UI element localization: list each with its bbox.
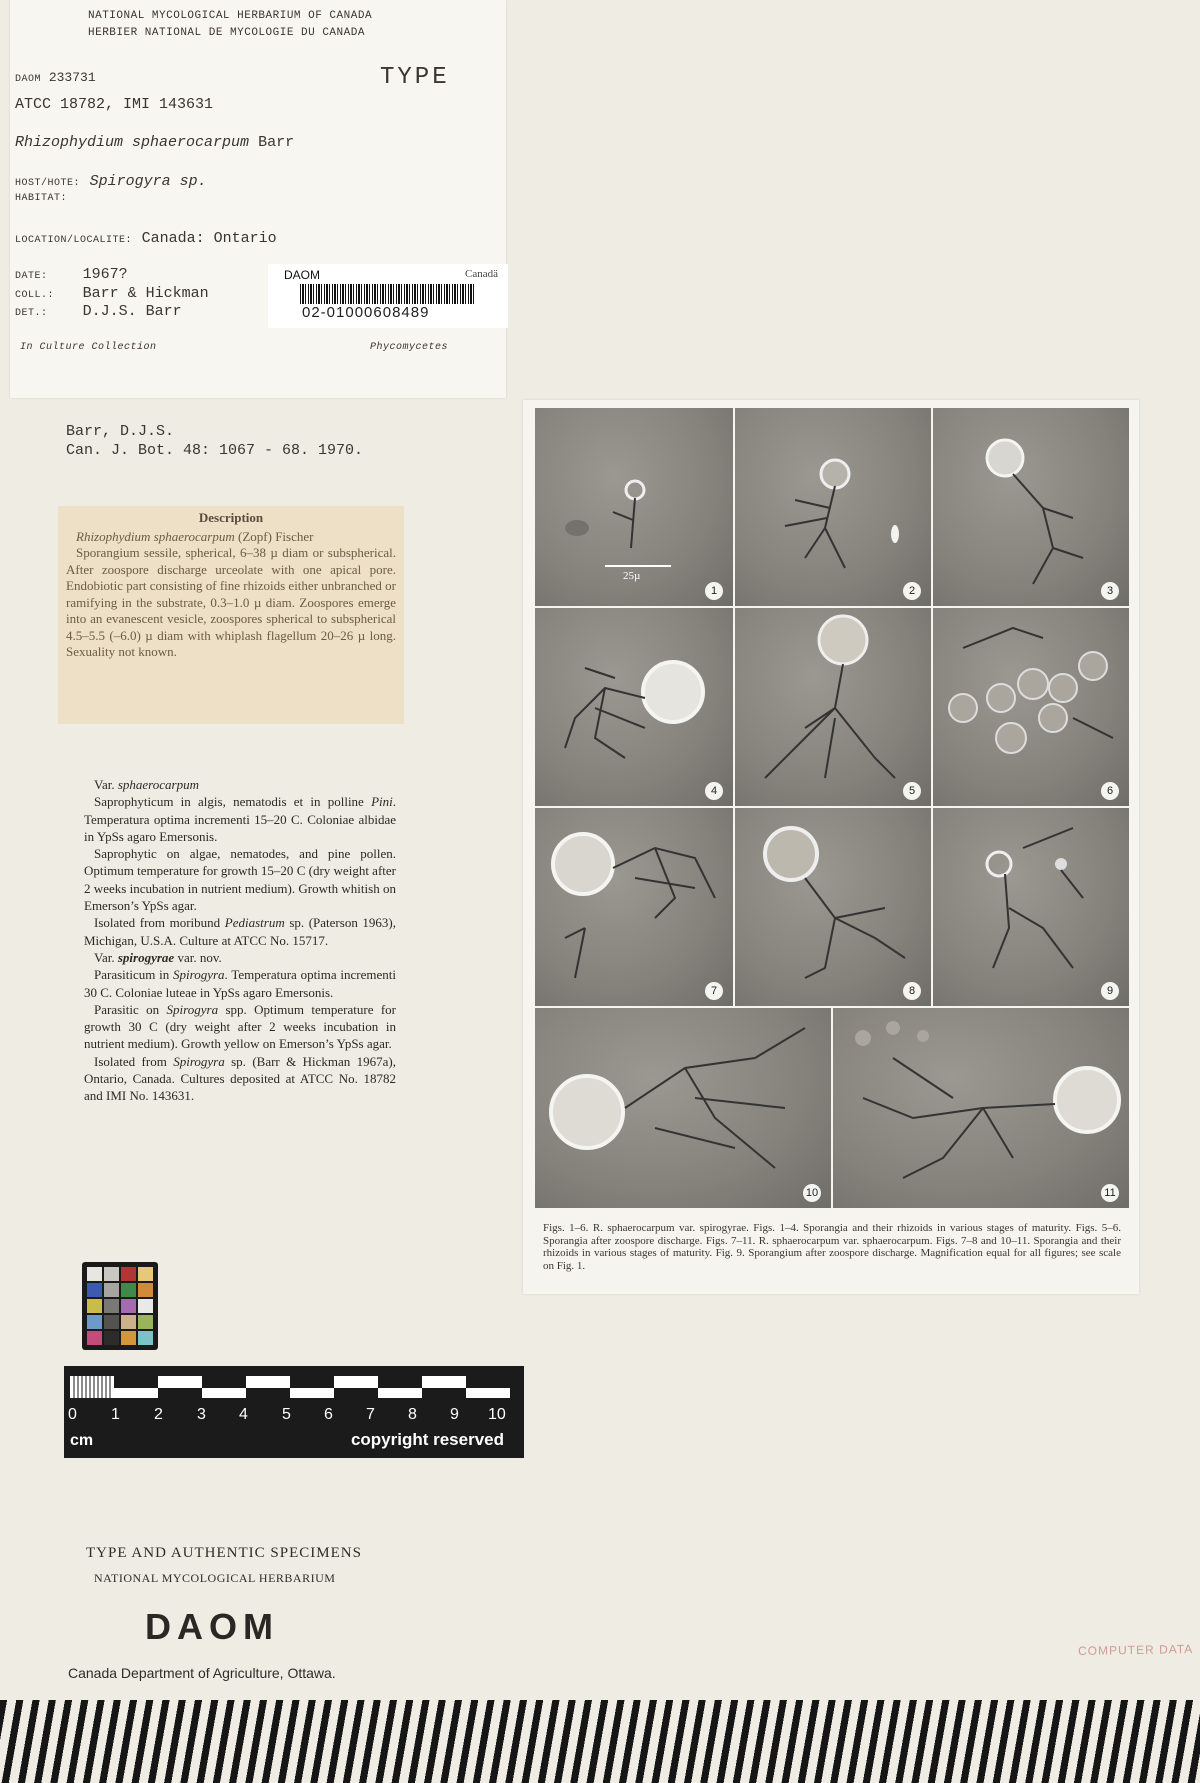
footer-daom-logo: DAOM: [145, 1606, 279, 1647]
description-text: Rhizophydium sphaerocarpum (Zopf) Fischer Sporangium sessile, spherical, 6–38 µ diam or subspherical. After zoospore discharge urceolate with one apical pore. Endobiotic part consisting of fine rhizoids either unbranched or ramifying in the substrate, 0.3–1.0 µ diam. Zoospores emerge into an evanescent vesicle, zoospores spherical to subspherical 4.5–5.5 (–6.0) µ diam with whiplash flagellum 20–26 µ long. Sexuality not known.: [66, 528, 396, 659]
figure-11: [833, 1008, 1129, 1208]
scale-unit: cm: [70, 1432, 94, 1449]
latin-diagnosis-2: Parasiticum in Spirogyra. Temperatura optima incrementi 30 C. Coloniae luteae in YpSs agaro Emersonis.: [84, 967, 397, 1000]
citation-author: Barr, D.J.S.: [66, 423, 175, 440]
location-row: LOCATION/LOCALITE: Canada: Ontario: [15, 230, 277, 247]
figure-number: 1: [705, 582, 723, 600]
centimeter-scale-bar: [64, 1366, 524, 1458]
label-header-fr: HERBIER NATIONAL DE MYCOLOGIE DU CANADA: [88, 27, 365, 39]
micrograph-9-image: [933, 808, 1129, 1006]
figure-5: [735, 608, 931, 806]
micrograph-11-image: [833, 1008, 1129, 1208]
figure-number: 6: [1101, 782, 1119, 800]
figure-number: 10: [803, 1184, 821, 1202]
date-row: DATE: 1967?: [15, 266, 128, 283]
scale-tick: 6: [324, 1406, 333, 1423]
scale-tick: 0: [68, 1406, 77, 1423]
latin-diagnosis-1: Saprophyticum in algis, nematodis et in polline Pini. Temperatura optima incrementi 15–20 C. Coloniae albidae in YpSs agaro Emersonis.: [84, 794, 397, 844]
micrograph-4-image: [535, 608, 733, 806]
description-title: Description: [198, 510, 264, 525]
var-sphaerocarpum-heading: Var. sphaerocarpum: [94, 777, 199, 792]
type-designation: TYPE: [380, 64, 450, 91]
scale-tick: 5: [282, 1406, 291, 1423]
habitat-label: HABITAT:: [15, 193, 68, 204]
scale-tick: 9: [450, 1406, 459, 1423]
micrograph-2-image: [735, 408, 931, 606]
citation-reference: Can. J. Bot. 48: 1067 - 68. 1970.: [66, 442, 364, 459]
label-header: [88, 8, 372, 42]
figure-number: 2: [903, 582, 921, 600]
barcode-org: DAOM: [284, 268, 320, 282]
figure-7: [535, 808, 733, 1006]
culture-note: In Culture Collection: [20, 342, 157, 353]
copyright-notice: copyright reserved: [350, 1430, 504, 1449]
figure-number: 4: [705, 782, 723, 800]
micrograph-7-image: [535, 808, 733, 1006]
figure-number: 5: [903, 782, 921, 800]
scale-tick: 3: [197, 1406, 206, 1423]
footer-department: Canada Department of Agriculture, Ottawa.: [68, 1665, 336, 1681]
color-swatches: [87, 1267, 153, 1345]
scale-tick: 2: [154, 1406, 163, 1423]
plate-caption: Figs. 1–6. R. sphaerocarpum var. spirogyrae. Figs. 1–4. Sporangia and their rhizoids in various stages of maturity. Figs. 5–6. Sporangia after zoospore discharge. Figs. 7–11. R. sphaerocarpum var. sphaerocarpum. Figs. 7–8 and 10–11. Sporangia and their rhizoids in various stages of maturity. Fig. 9. Sporangium after zoospore discharge. Magnification equal for all figures; see scale on Fig. 1.: [543, 1222, 1121, 1272]
micrograph-10-image: [535, 1008, 831, 1208]
footer-title: TYPE AND AUTHENTIC SPECIMENS: [86, 1545, 362, 1561]
description-box: [58, 506, 404, 724]
color-reference-card: [82, 1262, 158, 1350]
figure-8: [735, 808, 931, 1006]
barcode-number: 02-01000608489: [302, 304, 430, 321]
figure-4: [535, 608, 733, 806]
figure-6: [933, 608, 1129, 806]
scale-tick: 1: [111, 1406, 120, 1423]
barcode-country: Canadä: [465, 268, 498, 280]
english-diagnosis-1: Saprophytic on algae, nematodes, and pine pollen. Optimum temperature for growth 15–20 C (dry weight after 2 weeks incubation in nutrient medium). Growth whitish on Emerson’s YpSs agar.: [84, 846, 396, 914]
figure-number: 7: [705, 982, 723, 1000]
scale-tick: 7: [366, 1406, 375, 1423]
var-spirogyrae-heading: Var. spirogyrae var. nov.: [94, 949, 222, 965]
ruler-icon: [70, 1372, 510, 1402]
figure-9: [933, 808, 1129, 1006]
scale-tick: 10: [488, 1406, 506, 1423]
micrograph-5-image: [735, 608, 931, 806]
figure-1: [535, 408, 733, 606]
figure-number: 3: [1101, 582, 1119, 600]
specimen-label: [10, 0, 506, 398]
figure-number: 11: [1101, 1184, 1119, 1202]
isolation-note-1: Isolated from moribund Pediastrum sp. (Paterson 1963), Michigan, U.S.A. Culture at ATCC No. 15717.: [84, 915, 396, 948]
micrograph-plate: [523, 400, 1139, 1294]
determiner-row: DET.: D.J.S. Barr: [15, 303, 182, 320]
isolation-note-2: Isolated from Spirogyra sp. (Barr & Hickman 1967a), Ontario, Canada. Cultures deposited at ATCC No. 18782 and IMI No. 143631.: [84, 1053, 397, 1104]
micrograph-3-image: [933, 408, 1129, 606]
computer-data-stamp: COMPUTER DATA: [1077, 1641, 1194, 1659]
footer-subtitle: NATIONAL MYCOLOGICAL HERBARIUM: [94, 1571, 336, 1585]
figure-2: [735, 408, 931, 606]
citation: [66, 422, 363, 460]
scale-tick: 8: [408, 1406, 417, 1423]
host-row: HOST/HOTE: Spirogyra sp.: [15, 173, 207, 190]
micrograph-8-image: [735, 808, 931, 1006]
barcode-label: [268, 264, 508, 328]
diagnosis-text: [84, 776, 396, 1105]
scale-bar-label: 25µ: [623, 570, 641, 582]
accession-numbers: ATCC 18782, IMI 143631: [15, 96, 214, 113]
figure-10: [535, 1008, 831, 1208]
collector-row: COLL.: Barr & Hickman: [15, 285, 209, 302]
group-note: Phycomycetes: [370, 342, 449, 353]
micrograph-6-image: [933, 608, 1129, 806]
english-diagnosis-2: Parasitic on Spirogyra spp. Optimum temperature for growth 30 C (dry weight after 2 weeks incubation in nutrient medium). Growth yellow on Emerson’s YpSs agar.: [84, 1001, 397, 1052]
daom-number: DAOM 233731: [15, 70, 96, 85]
bottom-stripe-border: [0, 1700, 1200, 1783]
figure-number: 8: [903, 982, 921, 1000]
figure-3: [933, 408, 1129, 606]
label-header-en: NATIONAL MYCOLOGICAL HERBARIUM OF CANADA: [88, 10, 373, 22]
barcode-icon: [300, 284, 476, 304]
species-name: Rhizophydium sphaerocarpum Barr: [15, 134, 295, 151]
scale-tick: 4: [239, 1406, 248, 1423]
figure-number: 9: [1101, 982, 1119, 1000]
